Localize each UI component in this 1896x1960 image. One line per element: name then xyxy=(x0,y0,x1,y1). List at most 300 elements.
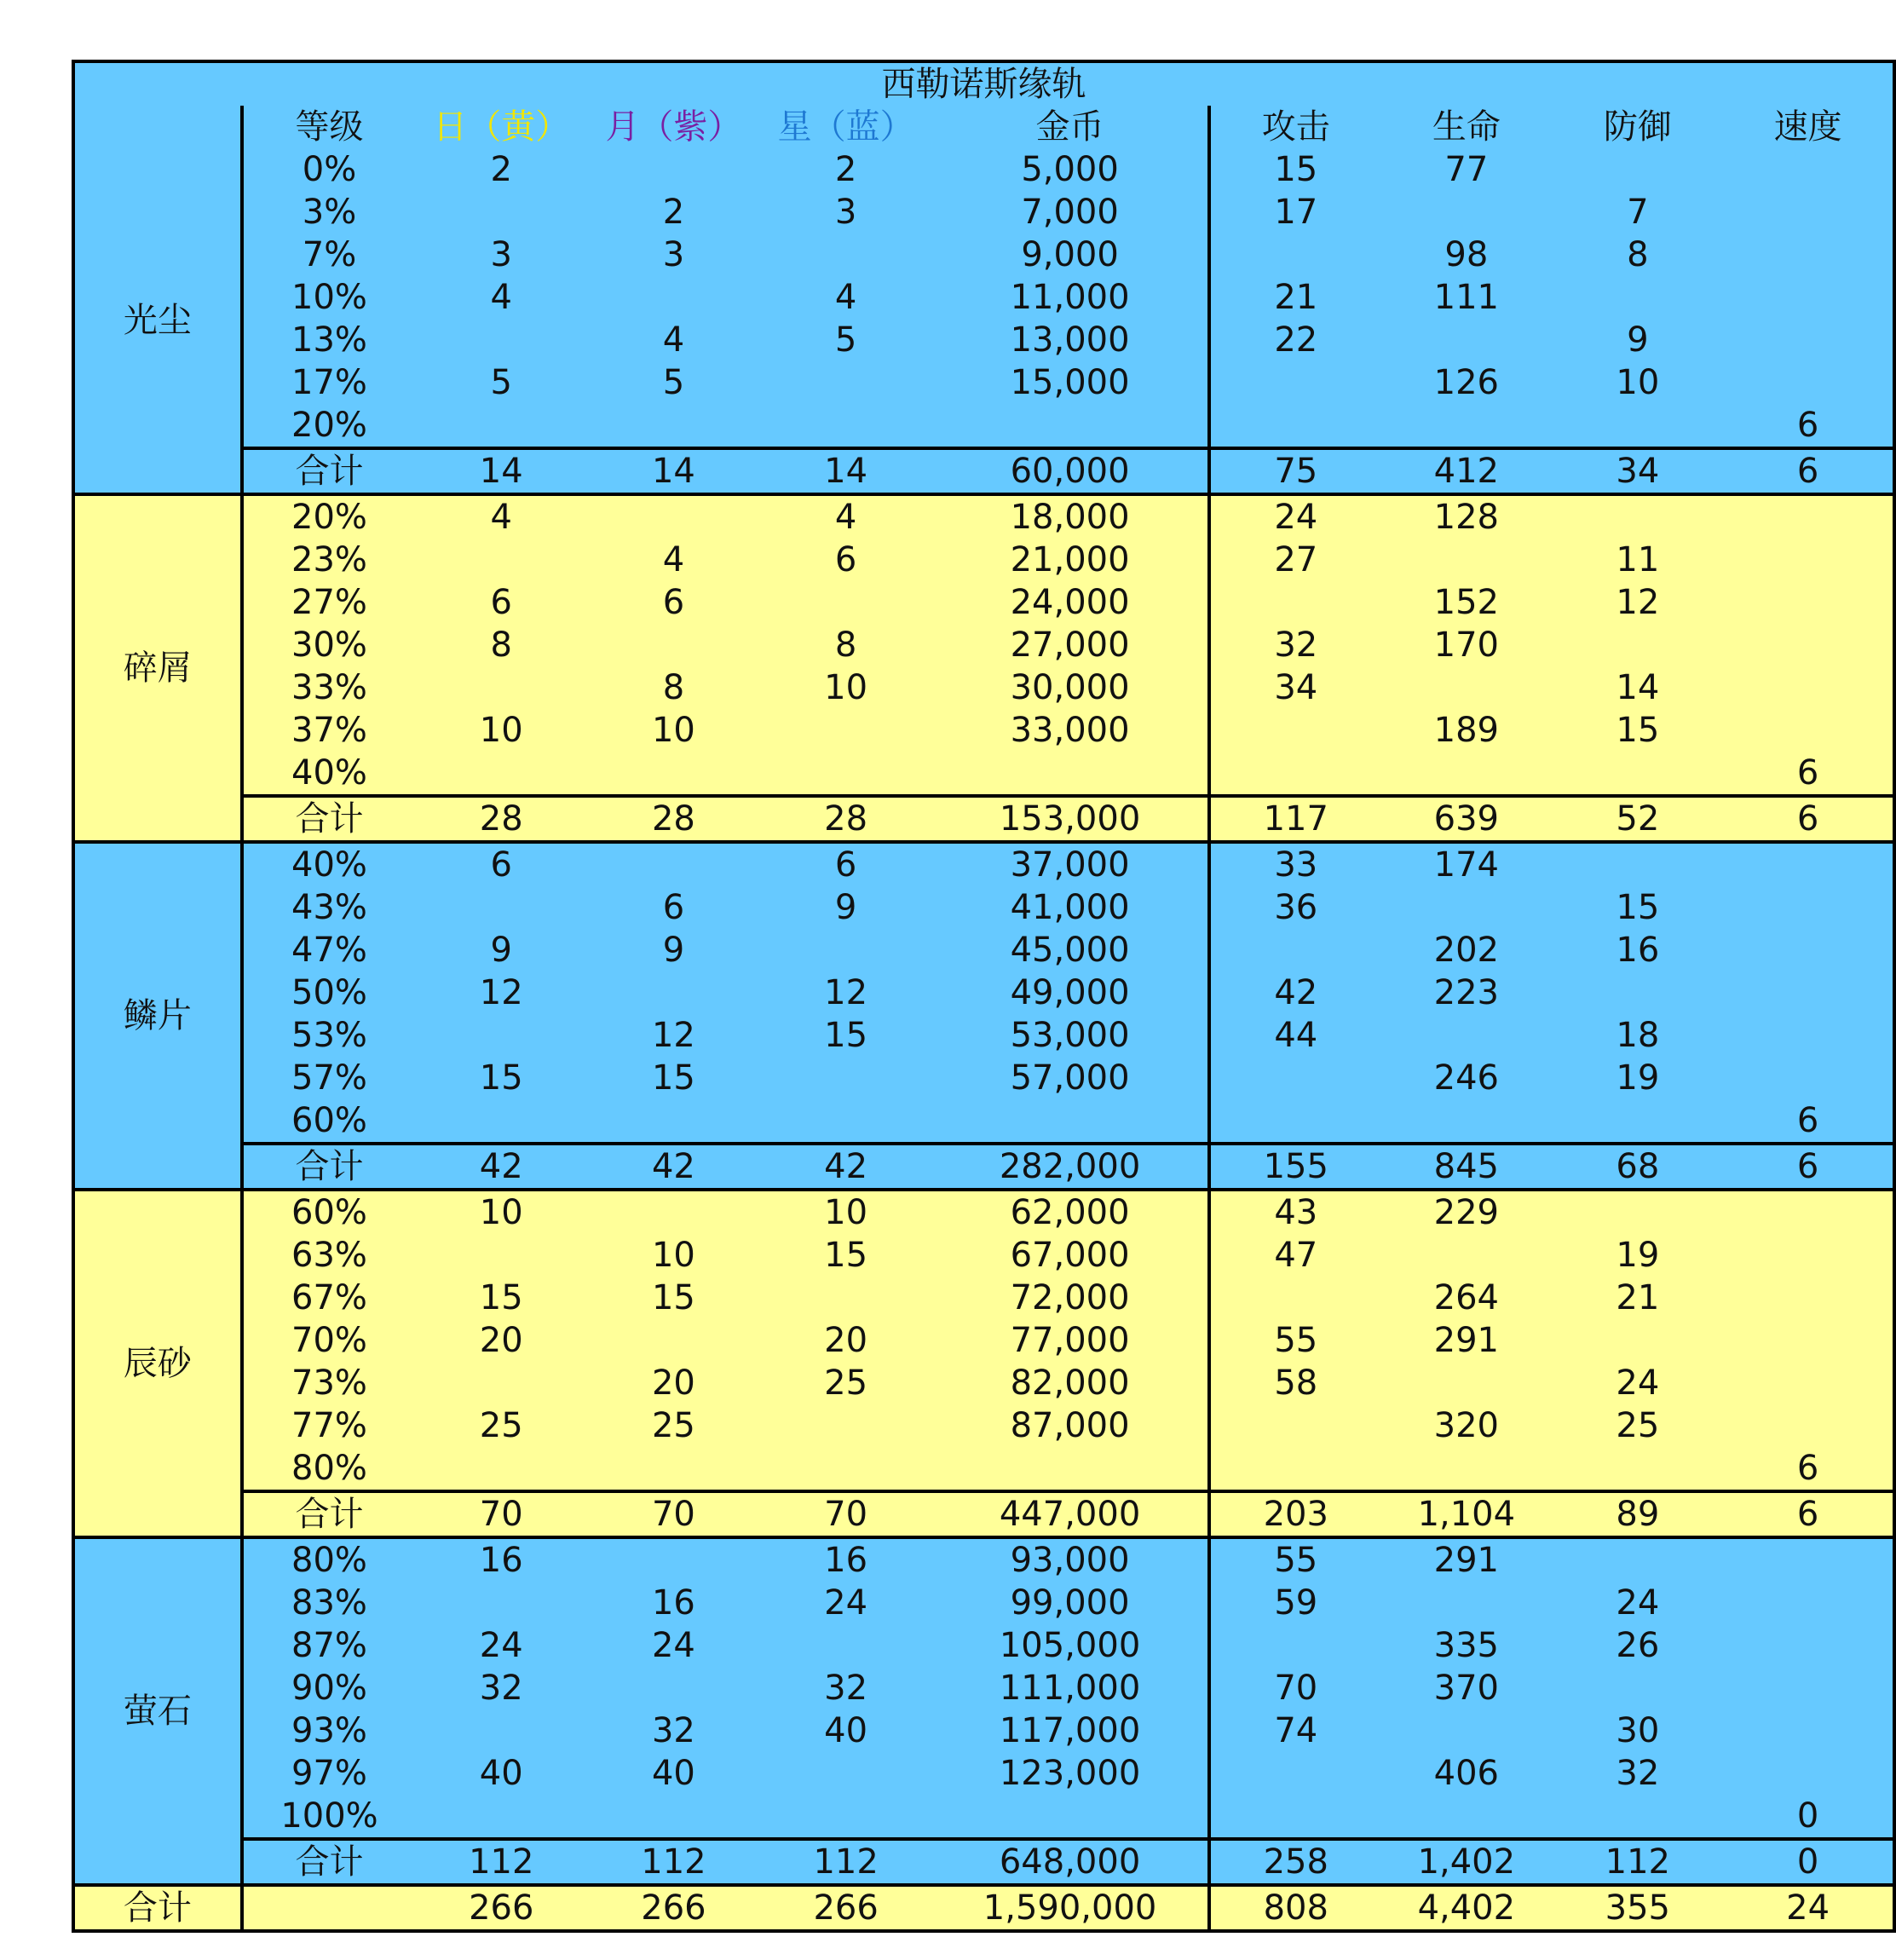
cell-sun xyxy=(415,1234,587,1277)
cell-level: 70% xyxy=(291,1321,367,1360)
cell-star: 6 xyxy=(834,845,857,885)
cell-gold xyxy=(932,1099,1210,1144)
table-row xyxy=(73,1624,1894,1667)
cell-star xyxy=(760,1447,932,1491)
cell-hp: 128 xyxy=(1433,498,1499,537)
cell-speed xyxy=(1723,1362,1894,1404)
cell-star: 20 xyxy=(824,1321,868,1360)
cell-attack xyxy=(1209,361,1380,404)
cell-star xyxy=(760,1795,932,1839)
table-row xyxy=(73,494,1894,539)
table-row xyxy=(73,1099,1894,1144)
cell-hp: 170 xyxy=(1433,625,1499,665)
cell-sun: 3 xyxy=(490,235,512,274)
cell-defense: 16 xyxy=(1616,931,1660,970)
cell-gold xyxy=(932,752,1210,796)
cell-attack: 17 xyxy=(1209,191,1380,233)
cell-star xyxy=(760,1057,932,1099)
cell-level: 33% xyxy=(291,668,367,707)
cell-moon: 3 xyxy=(662,235,685,274)
subtotal-sun: 42 xyxy=(415,1144,587,1190)
cell-star xyxy=(760,1404,932,1447)
cell-speed: 6 xyxy=(1723,1099,1894,1144)
cell-gold: 62,000 xyxy=(1010,1193,1130,1232)
cell-defense xyxy=(1553,1537,1724,1582)
cell-moon: 20 xyxy=(651,1363,695,1403)
cell-sun: 6 xyxy=(490,583,512,622)
cell-star xyxy=(760,1099,932,1144)
cell-speed xyxy=(1723,1709,1894,1752)
cell-level: 50% xyxy=(291,973,367,1012)
cell-gold: 37,000 xyxy=(1010,845,1130,885)
cell-hp: 77 xyxy=(1444,150,1489,189)
cell-gold: 11,000 xyxy=(1010,278,1130,317)
subtotal-speed: 6 xyxy=(1723,796,1894,842)
cell-speed xyxy=(1723,1234,1894,1277)
cell-moon: 2 xyxy=(662,193,685,232)
cell-gold: 33,000 xyxy=(1010,711,1130,750)
cell-speed: 6 xyxy=(1723,1447,1894,1491)
cell-hp xyxy=(1380,1362,1552,1404)
cell-attack: 22 xyxy=(1209,319,1380,361)
subtotal-attack: 75 xyxy=(1209,448,1380,494)
cell-gold: 111,000 xyxy=(999,1669,1141,1708)
table-row xyxy=(73,1709,1894,1752)
cell-hp xyxy=(1380,666,1552,709)
cell-sun xyxy=(415,886,587,929)
table-row xyxy=(73,404,1894,448)
cell-speed xyxy=(1723,929,1894,971)
cell-hp xyxy=(1380,1447,1552,1491)
cell-moon: 16 xyxy=(651,1583,695,1623)
header-moon: 月（紫） xyxy=(605,107,742,147)
cell-speed xyxy=(1723,1319,1894,1362)
stats-table xyxy=(72,60,1896,1933)
cell-gold: 123,000 xyxy=(999,1754,1141,1793)
cell-star xyxy=(760,361,932,404)
cell-sun: 6 xyxy=(490,845,512,885)
cell-hp xyxy=(1380,1709,1552,1752)
cell-gold: 5,000 xyxy=(1021,150,1119,189)
cell-moon: 4 xyxy=(662,320,685,360)
cell-attack: 58 xyxy=(1209,1362,1380,1404)
cell-defense xyxy=(1553,1667,1724,1709)
cell-gold: 27,000 xyxy=(1010,625,1130,665)
cell-level: 73% xyxy=(291,1363,367,1403)
cell-hp: 335 xyxy=(1433,1626,1499,1665)
cell-star: 4 xyxy=(834,278,857,317)
cell-attack: 44 xyxy=(1209,1014,1380,1057)
subtotal-gold: 60,000 xyxy=(932,448,1210,494)
cell-hp xyxy=(1380,752,1552,796)
cell-defense xyxy=(1553,1099,1724,1144)
cell-sun xyxy=(415,1709,587,1752)
cell-hp xyxy=(1380,404,1552,448)
cell-sun: 9 xyxy=(490,931,512,970)
subtotal-speed: 6 xyxy=(1723,448,1894,494)
header-speed: 速度 xyxy=(1773,107,1842,147)
cell-star: 24 xyxy=(824,1583,868,1623)
cell-moon xyxy=(587,1099,759,1144)
table-row xyxy=(73,1057,1894,1099)
table-row xyxy=(73,1014,1894,1057)
cell-gold: 21,000 xyxy=(1010,540,1130,579)
cell-defense xyxy=(1553,494,1724,539)
cell-gold xyxy=(932,404,1210,448)
subtotal-level: 合计 xyxy=(242,1839,415,1885)
subtotal-speed: 6 xyxy=(1723,1491,1894,1537)
cell-sun: 8 xyxy=(490,625,512,665)
cell-moon xyxy=(587,624,759,666)
subtotal-star: 42 xyxy=(760,1144,932,1190)
subtotal-moon: 112 xyxy=(587,1839,759,1885)
header-level: 等级 xyxy=(295,107,364,147)
cell-level: 20% xyxy=(291,498,367,537)
header-hp: 生命 xyxy=(1432,107,1501,147)
cell-sun: 4 xyxy=(490,278,512,317)
cell-speed xyxy=(1723,494,1894,539)
cell-defense xyxy=(1553,1319,1724,1362)
table-row xyxy=(73,539,1894,581)
grand-total-attack: 808 xyxy=(1209,1885,1380,1931)
cell-moon: 15 xyxy=(651,1058,695,1098)
cell-defense xyxy=(1553,404,1724,448)
cell-speed: 6 xyxy=(1723,404,1894,448)
cell-speed xyxy=(1723,971,1894,1014)
cell-defense: 21 xyxy=(1616,1278,1660,1317)
cell-level: 27% xyxy=(291,583,367,622)
table-row xyxy=(73,886,1894,929)
cell-defense: 11 xyxy=(1616,540,1660,579)
subtotal-hp: 1,402 xyxy=(1380,1839,1552,1885)
header-row xyxy=(73,106,1894,148)
grand-total-row xyxy=(73,1885,1894,1931)
cell-defense xyxy=(1553,1795,1724,1839)
subtotal-sun: 112 xyxy=(415,1839,587,1885)
grand-total-gold: 1,590,000 xyxy=(983,1888,1157,1928)
table-row xyxy=(73,191,1894,233)
table-row xyxy=(73,581,1894,624)
cell-star: 16 xyxy=(824,1541,868,1580)
cell-sun xyxy=(415,404,587,448)
cell-hp: 264 xyxy=(1433,1278,1499,1317)
subtotal-row xyxy=(73,448,1894,494)
cell-hp: 291 xyxy=(1433,1541,1499,1580)
cell-gold: 53,000 xyxy=(1010,1016,1130,1055)
cell-hp: 370 xyxy=(1433,1669,1499,1708)
cell-level: 30% xyxy=(291,625,367,665)
cell-speed xyxy=(1723,361,1894,404)
cell-hp: 174 xyxy=(1433,845,1499,885)
cell-gold: 57,000 xyxy=(1010,1058,1130,1098)
cell-attack xyxy=(1209,1752,1380,1795)
cell-speed xyxy=(1723,233,1894,276)
cell-level: 40% xyxy=(242,752,415,796)
cell-defense xyxy=(1553,624,1724,666)
cell-sun: 4 xyxy=(490,498,512,537)
subtotal-moon: 42 xyxy=(587,1144,759,1190)
header-star: 星（蓝） xyxy=(777,107,914,147)
subtotal-defense: 68 xyxy=(1553,1144,1724,1190)
grand-total-moon: 266 xyxy=(641,1888,706,1928)
cell-star: 9 xyxy=(834,888,857,927)
cell-speed xyxy=(1723,539,1894,581)
cell-star: 32 xyxy=(824,1669,868,1708)
header-gold: 金币 xyxy=(1035,107,1104,147)
cell-star: 10 xyxy=(824,668,868,707)
cell-sun: 10 xyxy=(479,1193,523,1232)
cell-level: 53% xyxy=(291,1016,367,1055)
grand-total-speed: 24 xyxy=(1786,1888,1830,1928)
title-row xyxy=(73,61,1894,106)
cell-star: 5 xyxy=(834,320,857,360)
cell-attack xyxy=(1209,929,1380,971)
cell-sun: 24 xyxy=(479,1626,523,1665)
cell-attack xyxy=(1209,1447,1380,1491)
cell-star: 15 xyxy=(824,1016,868,1055)
cell-star: 6 xyxy=(834,540,857,579)
cell-gold: 15,000 xyxy=(1010,363,1130,402)
subtotal-attack: 117 xyxy=(1209,796,1380,842)
cell-moon xyxy=(587,842,759,886)
cell-gold: 41,000 xyxy=(1010,888,1130,927)
cell-speed xyxy=(1723,1404,1894,1447)
subtotal-attack: 155 xyxy=(1209,1144,1380,1190)
cell-star: 3 xyxy=(834,193,857,232)
cell-star xyxy=(760,404,932,448)
cell-sun xyxy=(415,1795,587,1839)
cell-sun xyxy=(415,539,587,581)
cell-moon: 10 xyxy=(651,1236,695,1275)
cell-level: 80% xyxy=(291,1541,367,1580)
cell-sun: 32 xyxy=(479,1669,523,1708)
subtotal-defense: 52 xyxy=(1553,796,1724,842)
cell-level: 13% xyxy=(291,320,367,360)
cell-gold: 72,000 xyxy=(1010,1278,1130,1317)
cell-speed: 6 xyxy=(1723,752,1894,796)
cell-hp xyxy=(1380,886,1552,929)
cell-sun: 15 xyxy=(479,1278,523,1317)
cell-moon: 32 xyxy=(651,1711,695,1750)
cell-speed xyxy=(1723,1582,1894,1624)
cell-star: 2 xyxy=(834,150,857,189)
subtotal-level: 合计 xyxy=(242,1491,415,1537)
cell-level: 3% xyxy=(302,193,357,232)
cell-gold: 13,000 xyxy=(1010,320,1130,360)
cell-hp: 98 xyxy=(1444,235,1489,274)
subtotal-star: 112 xyxy=(760,1839,932,1885)
cell-gold: 49,000 xyxy=(1010,973,1130,1012)
cell-speed xyxy=(1723,666,1894,709)
table-row xyxy=(73,1234,1894,1277)
grand-total-star: 266 xyxy=(813,1888,879,1928)
cell-level: 37% xyxy=(291,711,367,750)
table-row xyxy=(73,971,1894,1014)
cell-hp xyxy=(1380,191,1552,233)
cell-speed xyxy=(1723,886,1894,929)
cell-star: 4 xyxy=(834,498,857,537)
cell-attack xyxy=(1209,581,1380,624)
subtotal-defense: 112 xyxy=(1553,1839,1724,1885)
cell-moon: 40 xyxy=(651,1754,695,1793)
cell-moon xyxy=(587,1667,759,1709)
table-row xyxy=(73,233,1894,276)
cell-moon xyxy=(587,1319,759,1362)
cell-gold: 45,000 xyxy=(1010,931,1130,970)
cell-sun xyxy=(415,1582,587,1624)
subtotal-row xyxy=(73,1839,1894,1885)
cell-moon: 5 xyxy=(662,363,685,402)
cell-attack xyxy=(1209,233,1380,276)
cell-speed xyxy=(1723,1752,1894,1795)
cell-hp xyxy=(1380,1014,1552,1057)
cell-star xyxy=(760,1624,932,1667)
cell-level: 80% xyxy=(242,1447,415,1491)
subtotal-moon: 28 xyxy=(587,796,759,842)
header-group-cell xyxy=(73,106,242,148)
cell-attack: 32 xyxy=(1209,624,1380,666)
subtotal-hp: 639 xyxy=(1380,796,1552,842)
cell-star: 40 xyxy=(824,1711,868,1750)
cell-moon xyxy=(587,148,759,191)
cell-sun xyxy=(415,1447,587,1491)
grand-total-hp: 4,402 xyxy=(1417,1888,1516,1928)
group-label: 光尘 xyxy=(73,148,242,494)
cell-moon: 9 xyxy=(662,931,685,970)
subtotal-hp: 412 xyxy=(1380,448,1552,494)
cell-star xyxy=(760,581,932,624)
subtotal-star: 70 xyxy=(760,1491,932,1537)
cell-hp: 126 xyxy=(1433,363,1499,402)
cell-speed xyxy=(1723,1190,1894,1234)
cell-hp: 189 xyxy=(1433,711,1499,750)
cell-sun: 2 xyxy=(490,150,512,189)
cell-defense: 9 xyxy=(1627,320,1649,360)
cell-speed xyxy=(1723,1277,1894,1319)
cell-sun xyxy=(415,319,587,361)
group-label: 萤石 xyxy=(73,1537,242,1885)
header-defense: 防御 xyxy=(1603,107,1672,147)
cell-moon xyxy=(587,971,759,1014)
table-row xyxy=(73,1190,1894,1234)
cell-defense xyxy=(1553,752,1724,796)
cell-attack: 33 xyxy=(1209,842,1380,886)
cell-attack: 59 xyxy=(1209,1582,1380,1624)
cell-defense: 18 xyxy=(1616,1016,1660,1055)
cell-attack: 55 xyxy=(1209,1537,1380,1582)
table-row xyxy=(73,1537,1894,1582)
table-row xyxy=(73,1582,1894,1624)
subtotal-moon: 14 xyxy=(587,448,759,494)
cell-defense: 30 xyxy=(1616,1711,1660,1750)
cell-sun: 5 xyxy=(490,363,512,402)
cell-defense: 15 xyxy=(1616,711,1660,750)
cell-hp: 152 xyxy=(1433,583,1499,622)
grand-total-defense: 355 xyxy=(1605,1888,1671,1928)
cell-level: 40% xyxy=(291,845,367,885)
table-row xyxy=(73,148,1894,191)
cell-moon xyxy=(587,1537,759,1582)
cell-defense: 19 xyxy=(1616,1236,1660,1275)
cell-star: 15 xyxy=(824,1236,868,1275)
subtotal-row xyxy=(73,1144,1894,1190)
subtotal-sun: 70 xyxy=(415,1491,587,1537)
cell-speed xyxy=(1723,1624,1894,1667)
subtotal-attack: 203 xyxy=(1209,1491,1380,1537)
cell-speed xyxy=(1723,276,1894,319)
cell-level: 83% xyxy=(291,1583,367,1623)
cell-attack xyxy=(1209,1099,1380,1144)
cell-moon: 10 xyxy=(651,711,695,750)
cell-attack xyxy=(1209,752,1380,796)
cell-speed xyxy=(1723,148,1894,191)
cell-speed xyxy=(1723,319,1894,361)
cell-level: 60% xyxy=(242,1099,415,1144)
table-row xyxy=(73,709,1894,752)
cell-hp: 111 xyxy=(1433,278,1499,317)
group-label: 碎屑 xyxy=(73,494,242,842)
cell-gold: 105,000 xyxy=(999,1626,1141,1665)
subtotal-defense: 34 xyxy=(1553,448,1724,494)
table-row xyxy=(73,624,1894,666)
cell-star xyxy=(760,709,932,752)
table-row xyxy=(73,1795,1894,1839)
cell-gold: 9,000 xyxy=(1021,235,1119,274)
cell-defense: 32 xyxy=(1616,1754,1660,1793)
subtotal-hp: 845 xyxy=(1380,1144,1552,1190)
cell-attack xyxy=(1209,709,1380,752)
cell-hp xyxy=(1380,1795,1552,1839)
subtotal-row xyxy=(73,796,1894,842)
cell-star xyxy=(760,1752,932,1795)
subtotal-gold: 153,000 xyxy=(932,796,1210,842)
cell-defense: 25 xyxy=(1616,1406,1660,1445)
cell-hp: 229 xyxy=(1433,1193,1499,1232)
cell-gold xyxy=(932,1447,1210,1491)
subtotal-sun: 28 xyxy=(415,796,587,842)
cell-attack: 36 xyxy=(1209,886,1380,929)
table-row xyxy=(73,752,1894,796)
cell-hp xyxy=(1380,1234,1552,1277)
subtotal-defense: 89 xyxy=(1553,1491,1724,1537)
subtotal-star: 28 xyxy=(760,796,932,842)
cell-attack: 47 xyxy=(1209,1234,1380,1277)
cell-attack: 21 xyxy=(1209,276,1380,319)
cell-defense: 26 xyxy=(1616,1626,1660,1665)
cell-level: 63% xyxy=(291,1236,367,1275)
subtotal-row xyxy=(73,1491,1894,1537)
cell-attack xyxy=(1209,1795,1380,1839)
cell-level: 90% xyxy=(291,1669,367,1708)
cell-gold: 93,000 xyxy=(1010,1541,1130,1580)
cell-sun xyxy=(415,752,587,796)
cell-gold: 24,000 xyxy=(1010,583,1130,622)
cell-attack: 43 xyxy=(1209,1190,1380,1234)
cell-moon xyxy=(587,1447,759,1491)
cell-level: 0% xyxy=(302,150,357,189)
cell-gold: 99,000 xyxy=(1010,1583,1130,1623)
cell-attack: 42 xyxy=(1209,971,1380,1014)
cell-hp xyxy=(1380,539,1552,581)
cell-attack: 24 xyxy=(1209,494,1380,539)
subtotal-speed: 0 xyxy=(1723,1839,1894,1885)
cell-defense: 14 xyxy=(1616,668,1660,707)
cell-hp xyxy=(1380,1582,1552,1624)
table-row xyxy=(73,276,1894,319)
cell-gold: 87,000 xyxy=(1010,1406,1130,1445)
table-row xyxy=(73,929,1894,971)
cell-star: 8 xyxy=(834,625,857,665)
